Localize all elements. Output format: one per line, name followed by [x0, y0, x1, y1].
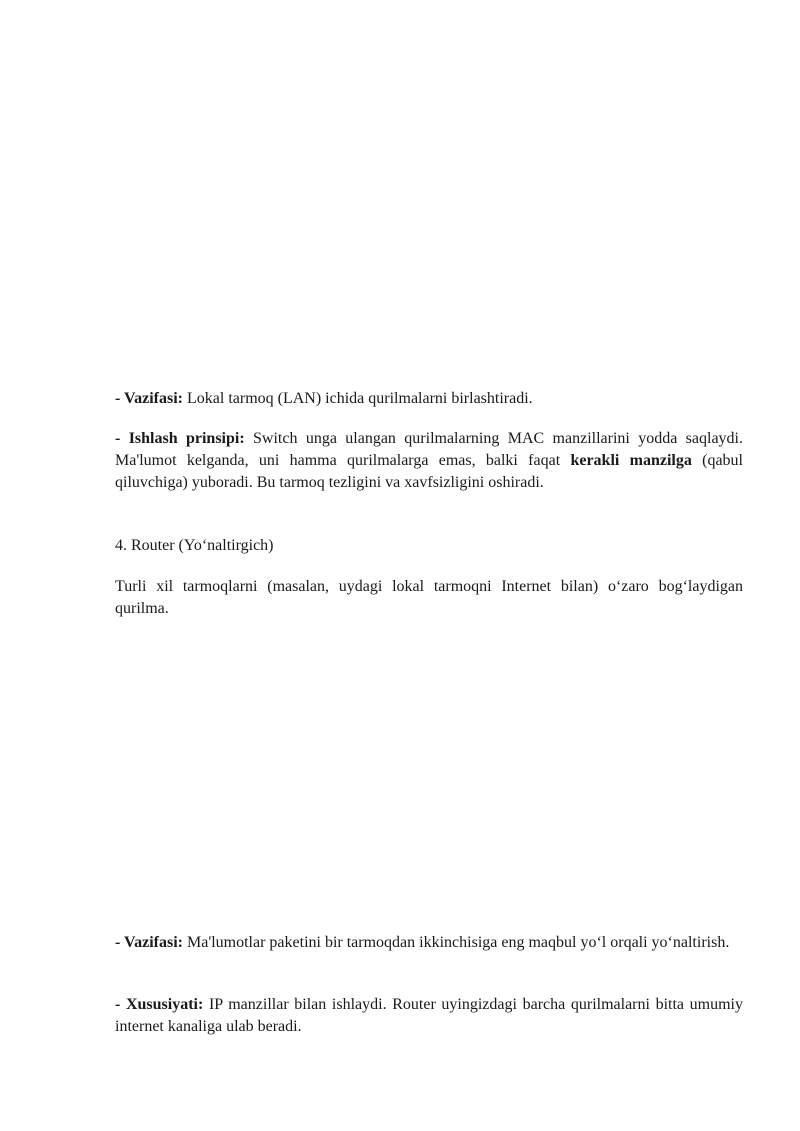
router-task-text: Ma'lumotlar paketini bir tarmoqdan ikkinchisiga eng maqbul yo‘l orqali yo‘naltirish. — [183, 934, 730, 951]
switch-principle-text-1: Switch unga ulangan qurilmalarning MAC manzillarini yodda saqlaydi. Ma'lumot kelganda, uni hamma qurilmalarga emas, balki faqat — [115, 430, 743, 469]
switch-task-paragraph — [115, 388, 743, 410]
router-heading: 4. Router (Yo‘naltirgich) — [115, 537, 274, 554]
switch-task-text: Lokal tarmoq (LAN) ichida qurilmalarni birlashtiradi. — [183, 390, 533, 407]
router-task-paragraph — [115, 932, 743, 954]
router-feature-text: IP manzillar bilan ishlaydi. Router uyingizdagi barcha qurilmalarni bitta umumiy internet kanaliga ulab beradi. — [115, 996, 744, 1035]
router-intro-paragraph: Turli xil tarmoqlarni (masalan, uydagi lokal tarmoqni Internet bilan) o‘zaro bog‘laydigan qurilma. — [115, 578, 743, 617]
switch-principle-bold: kerakli manzilga — [570, 452, 692, 469]
switch-task-label: - Vazifasi: — [115, 390, 183, 407]
switch-principle-text-2: (qabul qiluvchiga) yuboradi. Bu tarmoq tezligini va xavfsizligini oshiradi. — [115, 452, 744, 491]
switch-principle-label: - Ishlash prinsipi: — [115, 430, 245, 447]
router-task-label: - Vazifasi: — [115, 934, 183, 951]
router-feature-paragraph — [115, 994, 743, 1038]
switch-principle-paragraph — [115, 428, 743, 494]
router-feature-label: - Xususiyati: — [115, 996, 204, 1013]
